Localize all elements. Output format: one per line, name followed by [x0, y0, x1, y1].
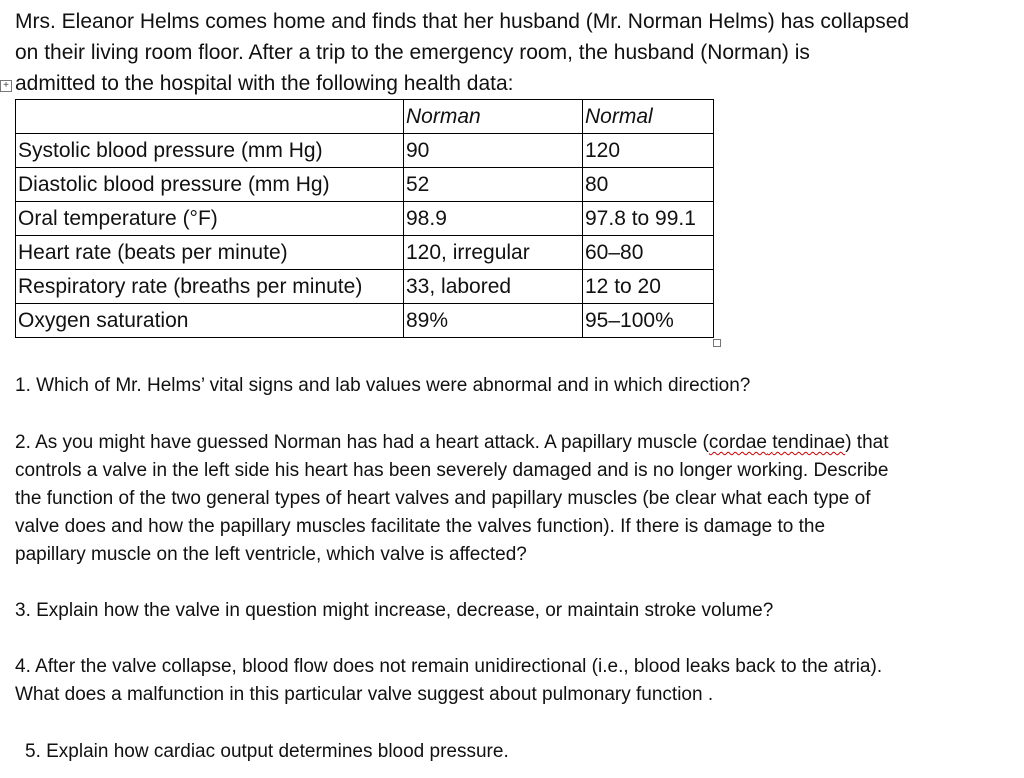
normal-value: 60–80: [583, 236, 714, 270]
question-5: [25, 738, 509, 766]
question-2-line-2: controls a valve in the left side his heart has been severely damaged and is no longer working. Describe: [15, 460, 889, 481]
intro-line-2: on their living room floor. After a trip to the emergency room, the husband (Norman) is: [15, 41, 810, 64]
row-label: Oxygen saturation: [16, 304, 404, 338]
question-4-line-1: 4. After the valve collapse, blood flow does not remain unidirectional (i.e., blood leaks back to the atria).: [15, 656, 883, 677]
header-cell-normal: Normal: [583, 100, 714, 134]
intro-paragraph: [15, 6, 1015, 99]
table-row: [16, 236, 714, 270]
normal-value: 12 to 20: [583, 270, 714, 304]
question-2-line-1: [15, 429, 889, 457]
row-label: Systolic blood pressure (mm Hg): [16, 134, 404, 168]
question-1: [15, 372, 750, 400]
header-cell-label: [16, 100, 404, 134]
table-row: [16, 304, 714, 338]
normal-value: 80: [583, 168, 714, 202]
normal-value: 97.8 to 99.1: [583, 202, 714, 236]
misspelled-word-tendinae[interactable]: tendinae: [772, 432, 846, 453]
table-row: [16, 168, 714, 202]
row-label: Heart rate (beats per minute): [16, 236, 404, 270]
norman-value: 52: [404, 168, 583, 202]
norman-value: 90: [404, 134, 583, 168]
question-4-line-2: What does a malfunction in this particular valve suggest about pulmonary function .: [15, 684, 714, 705]
normal-value: 120: [583, 134, 714, 168]
question-2-line-3: the function of the two general types of heart valves and papillary muscles (be clear what each type of: [15, 488, 871, 509]
intro-line-3: admitted to the hospital with the following health data:: [15, 72, 514, 95]
table-header-row: [16, 100, 714, 134]
table-row: [16, 270, 714, 304]
question-2-line-1-end: ) that: [845, 432, 889, 453]
question-4: [15, 653, 882, 709]
health-data-table: [15, 99, 714, 338]
intro-line-1: Mrs. Eleanor Helms comes home and finds that her husband (Mr. Norman Helms) has collapsed: [15, 10, 910, 33]
norman-value: 120, irregular: [404, 236, 583, 270]
question-2: [15, 429, 889, 569]
norman-value: 89%: [404, 304, 583, 338]
row-label: Oral temperature (°F): [16, 202, 404, 236]
row-label: Diastolic blood pressure (mm Hg): [16, 168, 404, 202]
question-2-line-1-start: 2. As you might have guessed Norman has had a heart attack. A papillary muscle (: [15, 432, 709, 453]
question-2-line-4: valve does and how the papillary muscles facilitate the valves function). If there is damage to the: [15, 516, 826, 537]
normal-value: 95–100%: [583, 304, 714, 338]
norman-value: 33, labored: [404, 270, 583, 304]
question-5-text: 5. Explain how cardiac output determines blood pressure.: [25, 741, 509, 762]
norman-value: 98.9: [404, 202, 583, 236]
table-row: [16, 134, 714, 168]
table-move-handle-icon[interactable]: +: [0, 80, 12, 92]
header-cell-norman: Norman: [404, 100, 583, 134]
question-2-line-5: papillary muscle on the left ventricle, which valve is affected?: [15, 544, 527, 565]
table-row: [16, 202, 714, 236]
question-1-text: 1. Which of Mr. Helms’ vital signs and lab values were abnormal and in which direction?: [15, 375, 751, 396]
question-3: [15, 597, 773, 625]
table-resize-handle[interactable]: [713, 339, 721, 347]
row-label: Respiratory rate (breaths per minute): [16, 270, 404, 304]
misspelled-word-cordae[interactable]: cordae: [708, 432, 767, 453]
question-3-text: 3. Explain how the valve in question might increase, decrease, or maintain stroke volume?: [15, 600, 774, 621]
